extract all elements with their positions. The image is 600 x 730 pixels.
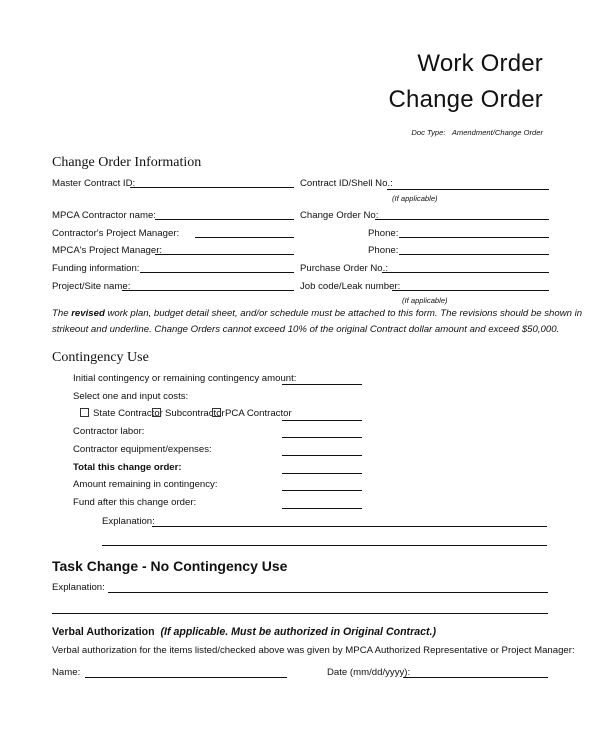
state-contractor-label: State Contractor	[93, 408, 163, 419]
note-revised: revised	[71, 308, 105, 319]
project-site-label: Project/Site name:	[52, 281, 131, 292]
mpca-contractor-checkbox[interactable]	[212, 408, 221, 417]
verbal-heading-title: Verbal Authorization	[52, 626, 155, 638]
section-heading-contingency: Contingency Use	[52, 350, 149, 365]
note-rest: work plan, budget detail sheet, and/or schedule must be attached to this form. The revisions should be shown in	[104, 308, 583, 319]
option-mpca-contractor[interactable]	[212, 408, 292, 419]
phone-field-2[interactable]	[399, 254, 549, 255]
funding-label: Funding information:	[52, 263, 140, 274]
master-contract-label: Master Contract ID:	[52, 178, 136, 189]
task-explanation-field[interactable]	[108, 592, 548, 593]
if-applicable-note: (If applicable)	[392, 194, 438, 203]
mpca-contractor-label: PCA Contractor	[225, 408, 292, 419]
amount-remaining-field[interactable]	[282, 490, 362, 491]
select-costs-field[interactable]	[282, 420, 362, 421]
task-explanation-label: Explanation:	[52, 582, 105, 593]
amount-remaining-label: Amount remaining in contingency:	[73, 479, 218, 490]
mpca-pm-field[interactable]	[155, 254, 294, 255]
select-one-label: Select one and input costs:	[73, 391, 189, 402]
note-the: The	[52, 308, 72, 319]
verbal-sentence: Verbal authorization for the items listed/checked above was given by MPCA Authorized Representative or Project Manager:	[52, 645, 575, 656]
initial-contingency-field[interactable]	[282, 384, 362, 385]
state-contractor-checkbox[interactable]	[80, 408, 89, 417]
fund-after-label: Fund after this change order:	[73, 497, 197, 508]
name-label: Name:	[52, 667, 81, 678]
mpca-pm-label: MPCA's Project Manager:	[52, 245, 163, 256]
revision-note	[52, 306, 582, 338]
total-change-order-field[interactable]	[282, 473, 362, 474]
contractor-labor-label: Contractor labor:	[73, 426, 145, 437]
verbal-authorization-heading	[52, 626, 436, 638]
section-heading-task-change: Task Change - No Contingency Use	[52, 558, 288, 574]
contractor-equipment-field[interactable]	[282, 455, 362, 456]
contractor-equipment-label: Contractor equipment/expenses:	[73, 444, 212, 455]
phone-field-1[interactable]	[399, 237, 549, 238]
funding-field[interactable]	[140, 272, 294, 273]
mpca-contractor-label: MPCA Contractor name:	[52, 210, 156, 221]
verbal-heading-note: (If applicable. Must be authorized in Original Contract.)	[160, 626, 436, 638]
contingency-explanation-line-2[interactable]	[102, 545, 547, 546]
contractor-pm-field[interactable]	[195, 237, 294, 238]
mpca-contractor-field[interactable]	[155, 219, 294, 220]
option-state-contractor[interactable]	[80, 408, 163, 419]
project-site-field[interactable]	[122, 290, 294, 291]
task-explanation-line-2[interactable]	[52, 613, 548, 614]
contingency-explanation-field[interactable]	[152, 526, 547, 527]
name-field[interactable]	[85, 677, 287, 678]
total-change-order-label: Total this change order:	[73, 462, 182, 473]
change-order-no-label: Change Order No:	[300, 210, 379, 221]
po-no-field[interactable]	[382, 272, 549, 273]
change-order-no-field[interactable]	[375, 219, 549, 220]
fund-after-field[interactable]	[282, 508, 362, 509]
subcontractor-checkbox[interactable]	[152, 408, 161, 417]
phone-label-1: Phone:	[368, 228, 399, 239]
section-heading-info: Change Order Information	[52, 155, 202, 170]
subcontractor-label: Subcontractor	[165, 408, 225, 419]
doc-type-value: Amendment/Change Order	[451, 128, 543, 137]
phone-label-2: Phone:	[368, 245, 399, 256]
contract-shell-field[interactable]	[387, 189, 549, 190]
contract-shell-label: Contract ID/Shell No.:	[300, 178, 393, 189]
contractor-pm-label: Contractor's Project Manager:	[52, 228, 180, 239]
master-contract-field[interactable]	[130, 187, 294, 188]
note-line-2: strikeout and underline. Change Orders cannot exceed 10% of the original Contract dollar amount and exceed $50,000.	[52, 324, 560, 335]
title-work-order: Work Order	[417, 50, 543, 77]
doc-type-label: Doc Type:	[411, 128, 446, 137]
contingency-explanation-label: Explanation:	[102, 516, 155, 527]
initial-contingency-label: Initial contingency or remaining contingency amount:	[73, 373, 297, 384]
jobcode-field[interactable]	[392, 290, 549, 291]
title-change-order: Change Order	[388, 86, 543, 113]
po-no-label: Purchase Order No.:	[300, 263, 388, 274]
date-label: Date (mm/dd/yyyy):	[327, 667, 411, 678]
jobcode-label: Job code/Leak number:	[300, 281, 401, 292]
doc-type	[411, 128, 543, 137]
if-applicable-note-2: (If applicable)	[402, 296, 448, 305]
date-field[interactable]	[403, 677, 548, 678]
contractor-labor-field[interactable]	[282, 437, 362, 438]
